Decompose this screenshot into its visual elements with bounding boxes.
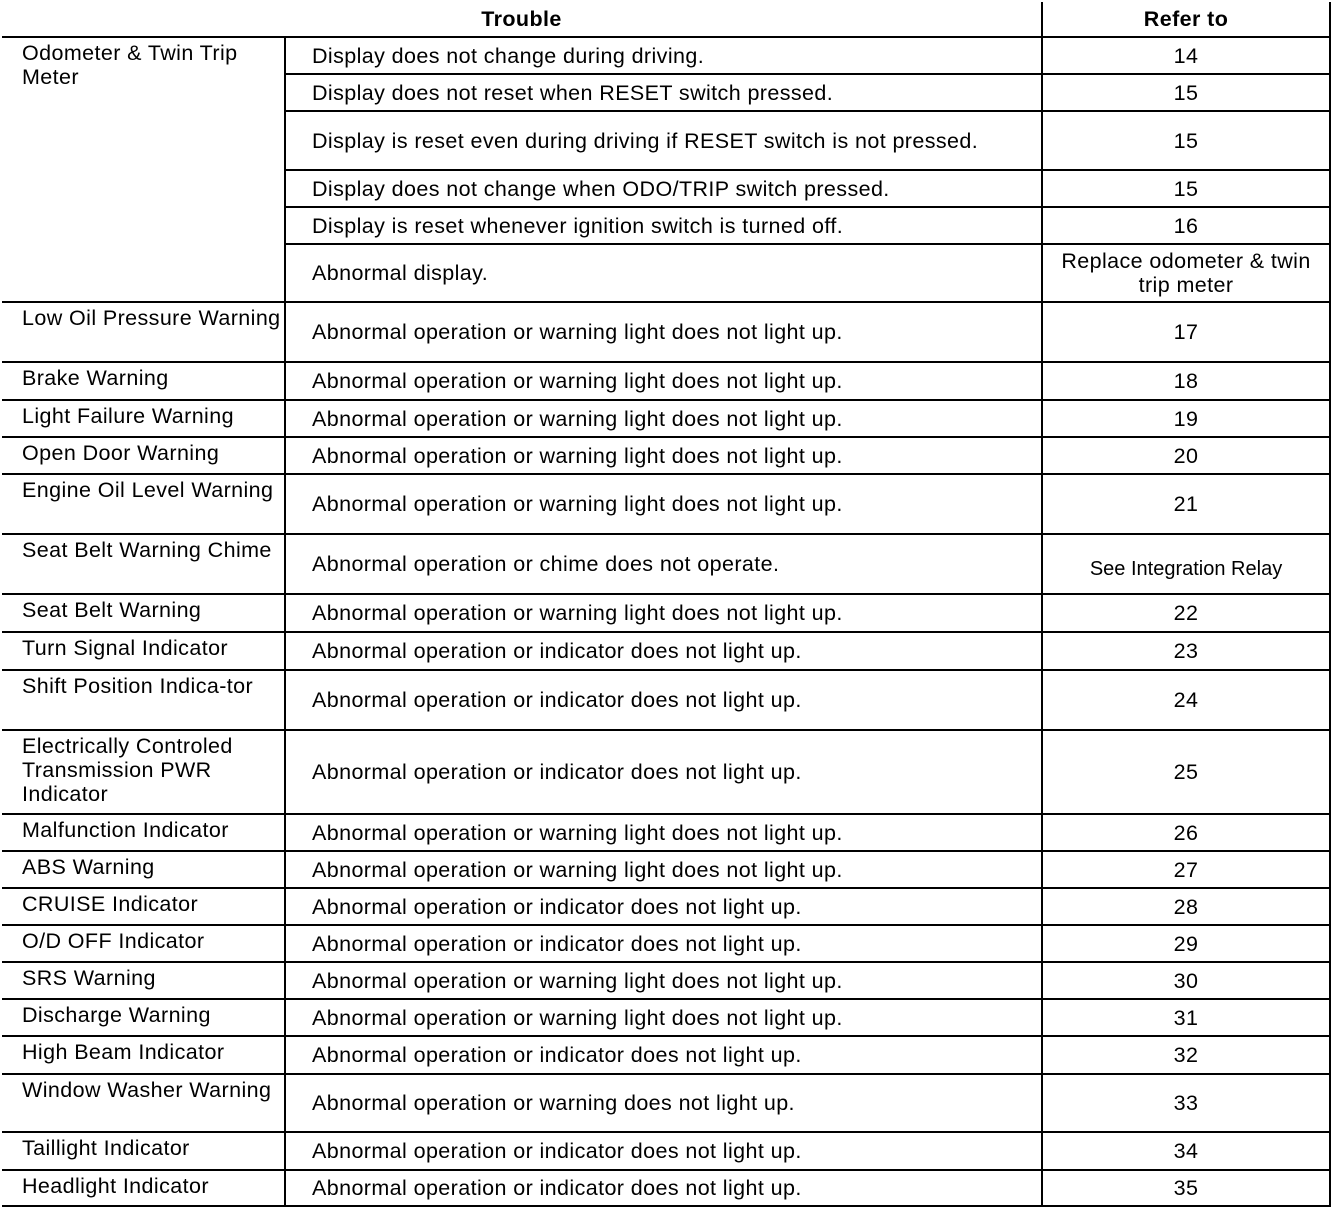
table-row xyxy=(2,888,1330,925)
trouble-cell: Abnormal operation or indicator does not light up. xyxy=(285,730,1042,814)
table-row xyxy=(2,1074,1330,1132)
trouble-cell: Display does not reset when RESET switch pressed. xyxy=(285,74,1042,111)
trouble-cell: Abnormal operation or warning light does not light up. xyxy=(285,474,1042,534)
refer-cell: 23 xyxy=(1042,632,1330,670)
refer-cell: Replace odometer & twin trip meter xyxy=(1042,244,1330,302)
trouble-cell: Abnormal operation or warning does not light up. xyxy=(285,1074,1042,1132)
system-cell: Window Washer Warning xyxy=(2,1074,285,1132)
refer-cell: 24 xyxy=(1042,670,1330,730)
table-row xyxy=(2,1132,1330,1170)
trouble-cell: Abnormal operation or warning light does not light up. xyxy=(285,594,1042,632)
trouble-cell: Abnormal operation or indicator does not light up. xyxy=(285,632,1042,670)
table-row xyxy=(2,400,1330,437)
refer-cell: 22 xyxy=(1042,594,1330,632)
refer-cell: 30 xyxy=(1042,962,1330,999)
system-cell: Low Oil Pressure Warning xyxy=(2,302,285,362)
refer-cell: 27 xyxy=(1042,851,1330,888)
system-cell: Malfunction Indicator xyxy=(2,814,285,851)
refer-cell: 15 xyxy=(1042,111,1330,170)
system-cell: ABS Warning xyxy=(2,851,285,888)
system-cell: Discharge Warning xyxy=(2,999,285,1036)
system-cell: Seat Belt Warning Chime xyxy=(2,534,285,594)
trouble-cell: Abnormal operation or indicator does not light up. xyxy=(285,1036,1042,1074)
refer-cell: 15 xyxy=(1042,74,1330,111)
refer-cell: 20 xyxy=(1042,437,1330,474)
trouble-cell: Abnormal operation or warning light does not light up. xyxy=(285,400,1042,437)
refer-cell: 16 xyxy=(1042,207,1330,244)
system-cell: Electrically Controled Transmission PWR Indicator xyxy=(2,730,285,814)
trouble-cell: Abnormal operation or indicator does not light up. xyxy=(285,1132,1042,1170)
system-cell: Open Door Warning xyxy=(2,437,285,474)
trouble-cell: Display is reset whenever ignition switch is turned off. xyxy=(285,207,1042,244)
system-cell: Light Failure Warning xyxy=(2,400,285,437)
system-cell: Engine Oil Level Warning xyxy=(2,474,285,534)
header-trouble: Trouble xyxy=(2,2,1042,37)
system-cell: Shift Position Indica-tor xyxy=(2,670,285,730)
refer-cell: 18 xyxy=(1042,362,1330,400)
table-row xyxy=(2,670,1330,730)
trouble-cell: Abnormal operation or indicator does not light up. xyxy=(285,1170,1042,1206)
system-cell: SRS Warning xyxy=(2,962,285,999)
trouble-cell: Abnormal operation or warning light does not light up. xyxy=(285,999,1042,1036)
table-row xyxy=(2,962,1330,999)
trouble-cell: Abnormal operation or indicator does not light up. xyxy=(285,670,1042,730)
trouble-cell: Abnormal display. xyxy=(285,244,1042,302)
refer-cell: 34 xyxy=(1042,1132,1330,1170)
table-row xyxy=(2,730,1330,814)
refer-cell: 15 xyxy=(1042,170,1330,207)
refer-cell: 25 xyxy=(1042,730,1330,814)
table-row xyxy=(2,1036,1330,1074)
system-cell: High Beam Indicator xyxy=(2,1036,285,1074)
table-row xyxy=(2,999,1330,1036)
table-row xyxy=(2,302,1330,362)
trouble-cell: Abnormal operation or warning light does not light up. xyxy=(285,302,1042,362)
refer-cell: See Integration Relay xyxy=(1042,534,1330,594)
trouble-cell: Display does not change when ODO/TRIP switch pressed. xyxy=(285,170,1042,207)
refer-cell: 31 xyxy=(1042,999,1330,1036)
system-cell: Seat Belt Warning xyxy=(2,594,285,632)
trouble-cell: Abnormal operation or warning light does not light up. xyxy=(285,814,1042,851)
table-row xyxy=(2,851,1330,888)
system-cell: Turn Signal Indicator xyxy=(2,632,285,670)
system-cell: Taillight Indicator xyxy=(2,1132,285,1170)
trouble-cell: Display does not change during driving. xyxy=(285,37,1042,74)
table-row xyxy=(2,474,1330,534)
trouble-cell: Display is reset even during driving if RESET switch is not pressed. xyxy=(285,111,1042,170)
troubleshooting-table xyxy=(2,2,1331,1207)
system-cell: Brake Warning xyxy=(2,362,285,400)
refer-cell: 32 xyxy=(1042,1036,1330,1074)
header-refer-to: Refer to xyxy=(1042,2,1330,37)
table-row xyxy=(2,1170,1330,1206)
trouble-cell: Abnormal operation or warning light does not light up. xyxy=(285,962,1042,999)
table-header-row xyxy=(2,2,1330,37)
trouble-cell: Abnormal operation or warning light does not light up. xyxy=(285,851,1042,888)
system-cell: CRUISE Indicator xyxy=(2,888,285,925)
trouble-cell: Abnormal operation or warning light does not light up. xyxy=(285,437,1042,474)
refer-cell: 28 xyxy=(1042,888,1330,925)
trouble-cell: Abnormal operation or chime does not operate. xyxy=(285,534,1042,594)
table-row xyxy=(2,362,1330,400)
refer-cell: 26 xyxy=(1042,814,1330,851)
system-cell: O/D OFF Indicator xyxy=(2,925,285,962)
table-row xyxy=(2,925,1330,962)
table-row xyxy=(2,594,1330,632)
refer-cell: 17 xyxy=(1042,302,1330,362)
table-row xyxy=(2,37,1330,74)
trouble-cell: Abnormal operation or indicator does not light up. xyxy=(285,925,1042,962)
table-row xyxy=(2,632,1330,670)
system-cell: Headlight Indicator xyxy=(2,1170,285,1206)
system-cell: Odometer & Twin Trip Meter xyxy=(2,37,285,302)
refer-cell: 21 xyxy=(1042,474,1330,534)
refer-cell: 19 xyxy=(1042,400,1330,437)
trouble-cell: Abnormal operation or indicator does not light up. xyxy=(285,888,1042,925)
trouble-cell: Abnormal operation or warning light does not light up. xyxy=(285,362,1042,400)
refer-cell: 29 xyxy=(1042,925,1330,962)
refer-cell: 14 xyxy=(1042,37,1330,74)
table-row xyxy=(2,534,1330,594)
table-row xyxy=(2,437,1330,474)
refer-cell: 33 xyxy=(1042,1074,1330,1132)
table-row xyxy=(2,814,1330,851)
refer-cell: 35 xyxy=(1042,1170,1330,1206)
